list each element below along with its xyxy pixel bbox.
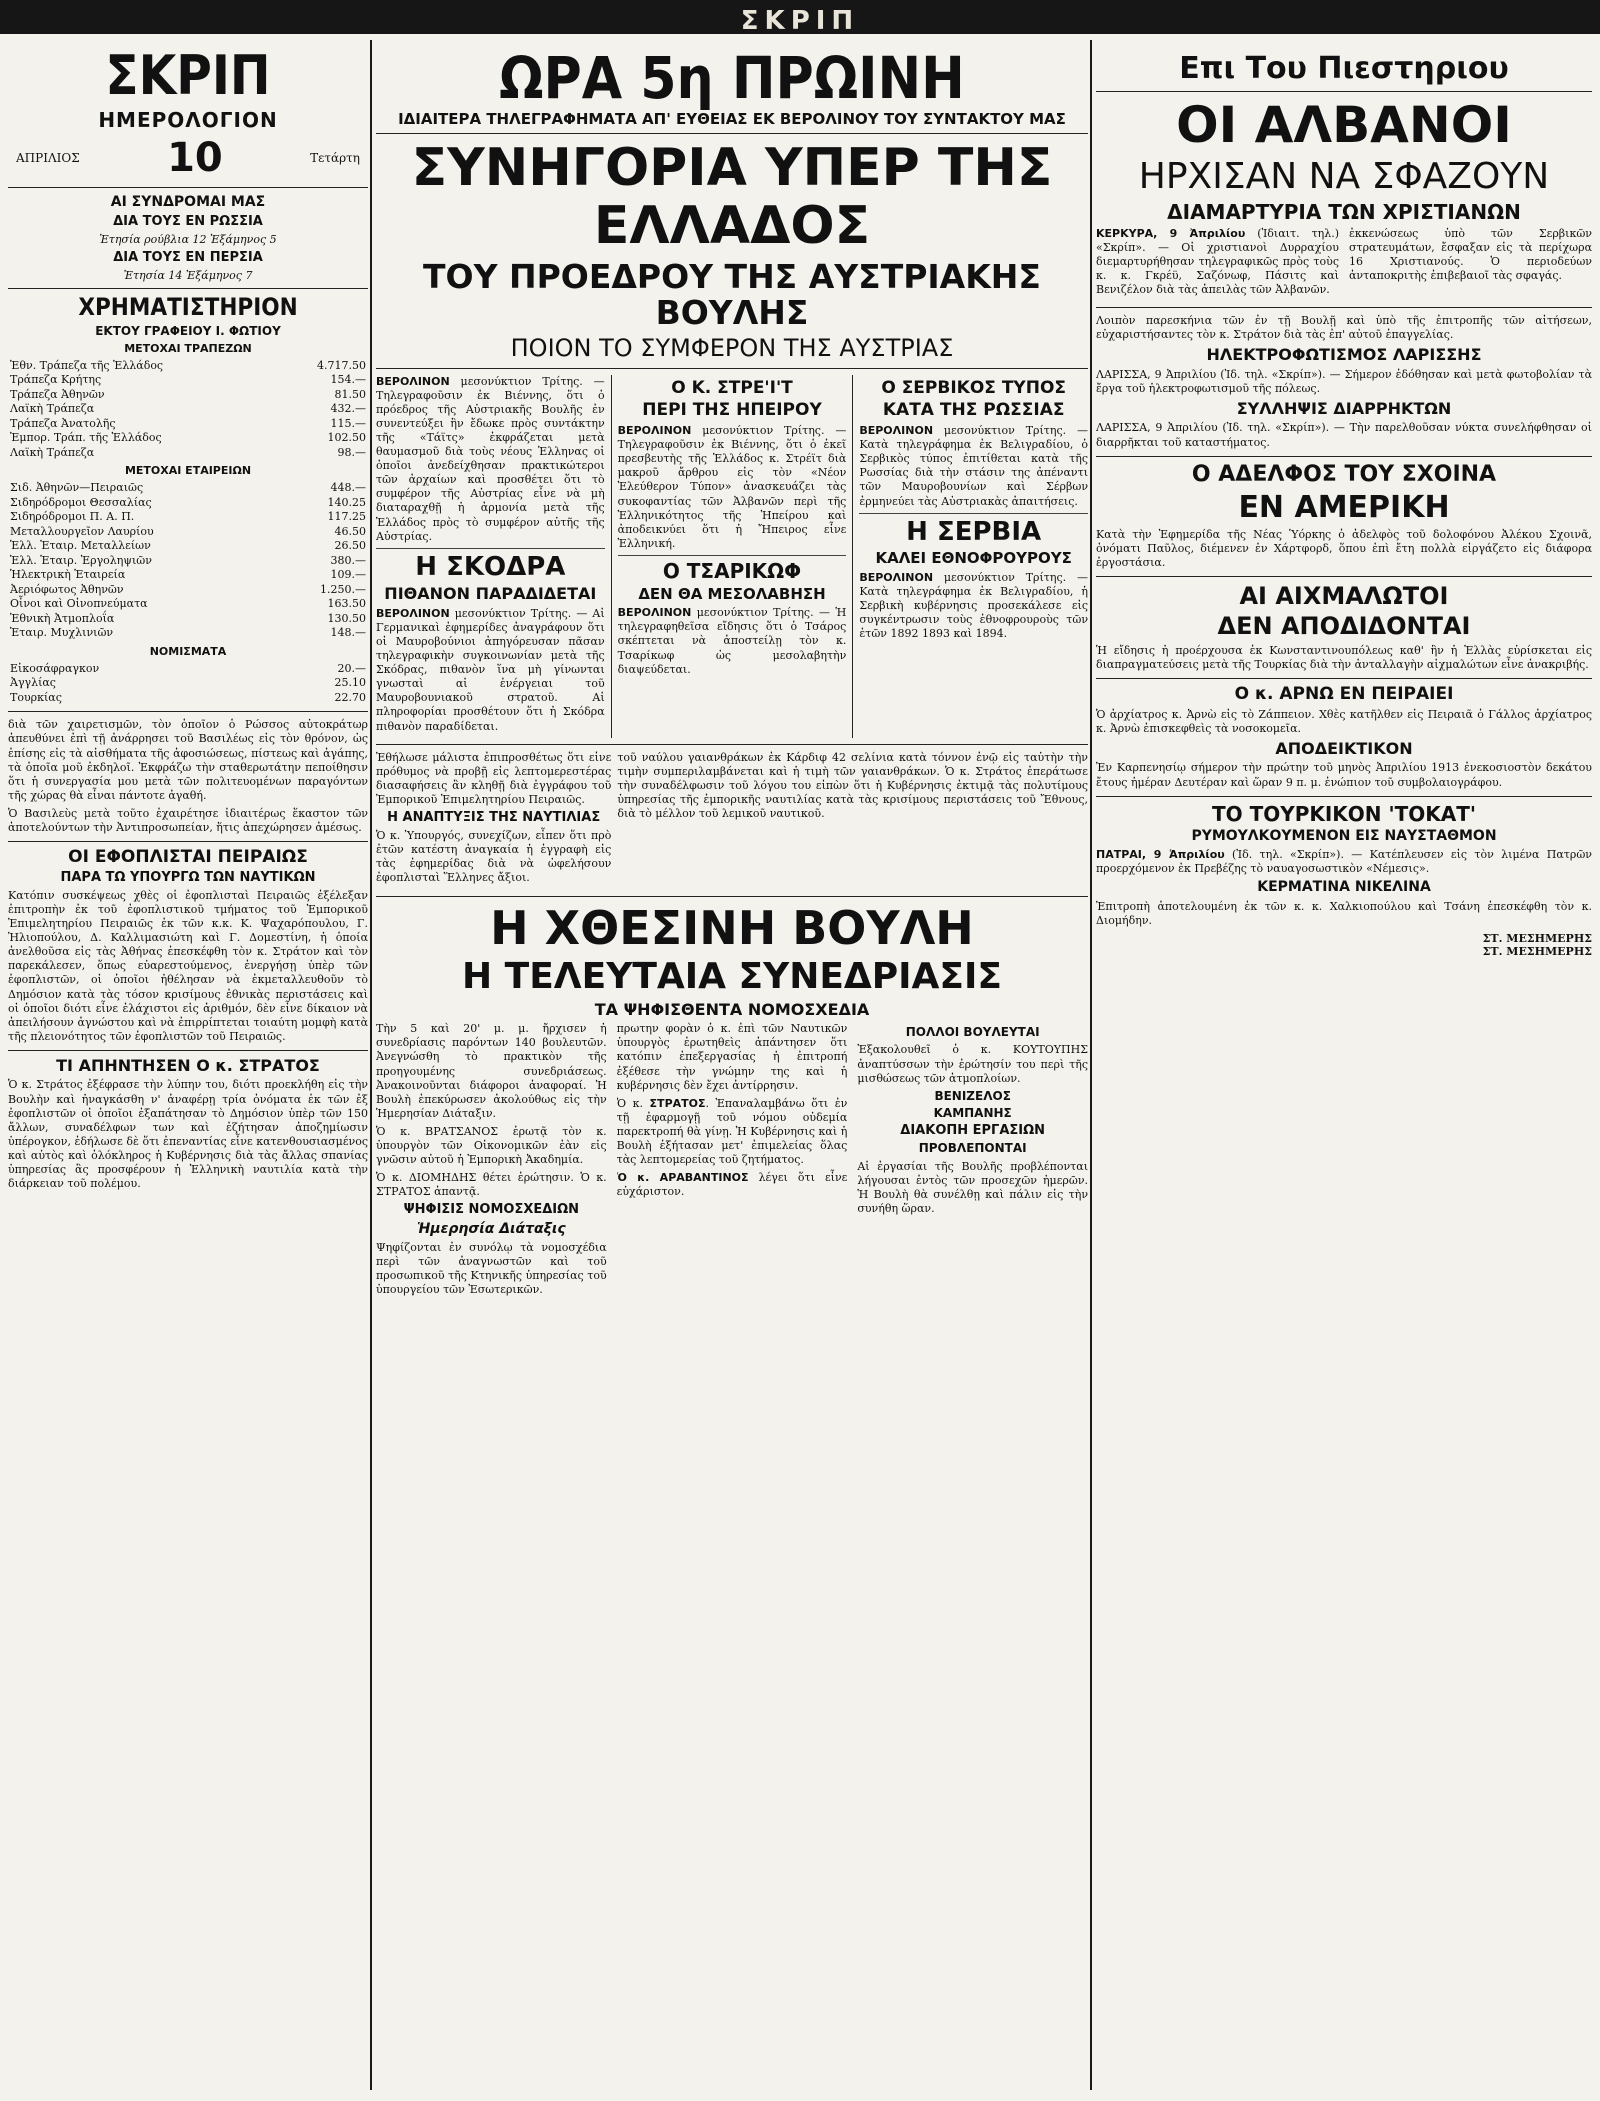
- currency-value: 22.70: [334, 690, 366, 704]
- subcol-1: [376, 375, 605, 738]
- press-title: Επι Του Πιεστηριου: [1179, 51, 1509, 86]
- vouli-col-2: [617, 1022, 848, 1301]
- banks-row: [8, 417, 368, 432]
- kampanis-label: ΚΑΜΠΑΝΗΣ: [933, 1105, 1012, 1120]
- banks-value: 98.—: [337, 445, 366, 459]
- naval-col: [376, 751, 611, 890]
- subcol-3: [852, 375, 1088, 738]
- vouli-col-3: [857, 1022, 1088, 1301]
- arno-text: Ὁ ἀρχίατρος κ. Ἀρνὼ εἰς τὸ Ζάππειον. Χθὲς κατῆλθεν εἰς Πειραιᾶ ὁ Γάλλος ἀρχίατρος κ. Ἀρνὼ ἐπισκεφθεὶς τὰ νοσοκομεῖα.: [1096, 707, 1592, 735]
- top-masthead: ΣΚΡΙΠ: [740, 6, 860, 36]
- vouli-title: Η ΧΘΕΣΙΝΗ ΒΟΥΛΗ: [490, 900, 974, 955]
- banks-row: [8, 373, 368, 388]
- alb-title: ΟΙ ΑΛΒΑΝΟΙ: [1176, 96, 1512, 154]
- banks-row: [8, 402, 368, 417]
- top-masthead-bar: [0, 0, 1600, 34]
- companies-name: Σιδηρόδρομοι Π. Α. Π.: [10, 510, 135, 524]
- banks-row: [8, 446, 368, 461]
- currency-row: [8, 662, 368, 677]
- column-rule-right: [1090, 40, 1092, 2090]
- companies-name: Μεταλλουργεῖον Λαυρίου: [10, 524, 154, 538]
- companies-row: [8, 626, 368, 641]
- diakopi-title: ΔΙΑΚΟΠΗ ΕΡΓΑΣΙΩΝ: [900, 1123, 1046, 1139]
- companies-value: 380.—: [330, 553, 366, 567]
- companies-value: 140.25: [327, 495, 366, 509]
- banks-name: Ἐμπορ. Τράπ. τῆς Ἑλλάδος: [10, 431, 162, 445]
- subcol-2: [611, 375, 847, 738]
- piraeus-title: ΟΙ ΕΦΟΠΛΙΣΤΑΙ ΠΕΙΡΑΙΩΣ: [68, 847, 308, 867]
- banks-row: [8, 388, 368, 403]
- apod-title: ΑΠΟΔΕΙΚΤΙΚΟΝ: [1275, 738, 1413, 758]
- nikelina-text: Ἐπιτροπὴ ἀποτελουμένη ἐκ τῶν κ. κ. Χαλκιοπούλου καὶ Τσάνη ἐπεσκέφθη τὸν κ. Διομήδην.: [1096, 899, 1592, 927]
- tokat-text: ΠΑΤΡΑΙ, 9 Ἀπριλίου (Ἰδ. τηλ. «Σκρίπ»). — Κατέπλευσεν εἰς τὸν λιμένα Πατρῶν προερχόμενον ἐκ Πρεβέζης τὸ ναυαγοσωστικὸν «Νέμεσις».: [1096, 847, 1592, 876]
- companies-value: 148.—: [330, 626, 366, 640]
- companies-row: [8, 525, 368, 540]
- banks-name: Τράπεζα Ἀνατολῆς: [10, 416, 116, 430]
- companies-row: [8, 496, 368, 511]
- vouli-columns: [376, 1022, 1088, 1301]
- serb-press-text: ΒΕΡΟΛΙΝΟΝ μεσονύκτιον Τρίτης. — Κατὰ τηλεγράφημα ἐκ Βελιγραδίου, ὁ Σερβικὸς τύπος ἐπιτίθεται κατὰ τῆς Ρωσσίας διὰ τὴν στάσιν της ἀπέναντι τῶν Μαυροβουνίων καὶ Σέρβων ἐρμηνεύει τὰς Αὐστριακὰς ἀπαιτήσεις.: [859, 424, 1088, 508]
- brother-sub: ΕΝ ΑΜΕΡΙΚΗ: [1238, 489, 1450, 525]
- larissa-text: ΛΑΡΙΣΣΑ, 9 Ἀπριλίου (Ἰδ. τηλ. «Σκρίπ»). — Σήμερον ἐδόθησαν καὶ μετὰ φωτοβολίαν τὰ ἔργα τοῦ ἡλεκτροφωτισμοῦ τῆς πόλεως.: [1096, 367, 1592, 395]
- nikelina-title: ΚΕΡΜΑΤΙΝΑ ΝΙΚΕΛΙΝΑ: [1257, 879, 1431, 896]
- currency-name: Τουρκίας: [10, 690, 62, 704]
- companies-row: [8, 539, 368, 554]
- companies-name: Ἑλλ. Ἑταιρ. Μεταλλείων: [10, 539, 151, 553]
- streit-sub: ΠΕΡΙ ΤΗΣ ΗΠΕΙΡΟΥ: [642, 400, 822, 421]
- serbia-title: Η ΣΕΡΒΙΑ: [906, 516, 1042, 547]
- currency-row: [8, 676, 368, 691]
- skodra-text: ΒΕΡΟΛΙΝΟΝ μεσονύκτιον Τρίτης. — Αἱ Γερμανικαὶ ἐφημερίδες ἀναγράφουν ὅτι οἱ Μαυροβούνιοι ἀπηγόρευσαν πᾶσαν τηλεγραφικὴν συγκοινωνίαν μετὰ τῆς Σκόδρας, πιθανὸν ἵνα μὴ γίνωνται γνωσταὶ αἱ ἐνέργειαι τοῦ Μαυροβουνιακοῦ στρατοῦ. Αἱ πληροφορίαι προσθέτουν ὅτι ἡ Σκόδρα πιθανὸν παραδίδεται.: [376, 606, 605, 733]
- vouli-text-3: Ὁ κ. ΔΙΟΜΗΔΗΣ θέτει ἐρώτησιν. Ὁ κ. ΣΤΡΑΤΟΣ ἀπαντᾷ.: [376, 1171, 607, 1199]
- banks-value: 115.—: [330, 416, 366, 430]
- banks-name: Ἐθν. Τράπεζα τῆς Ἑλλάδος: [10, 358, 164, 372]
- brother-text: Κατὰ τὴν Ἐφημερίδα τῆς Νέας Ὑόρκης ὁ ἀδελφὸς τοῦ δολοφόνου Ἀλέκου Σχοινᾶ, ὀνόματι Παῦλος, διέμενεν ἐν Χάρτφορδ, ὅπου ἐπὶ ἔτη πολλὰ εἰργάζετο εἰς διάφορα ἐργοστάσια.: [1096, 527, 1592, 569]
- left-body-text-2: Ὁ Βασιλεὺς μετὰ τοῦτο ἐχαιρέτησε ἰδιαιτέρως ἕκαστον τῶν ἀποτελούντων τὴν Ἀντιπροσωπείαν, ἥτις ἀπεχώρησεν ἀμέσως.: [8, 806, 368, 834]
- psifisis-title: ΨΗΦΙΣΙΣ ΝΟΜΟΣΧΕΔΙΩΝ: [403, 1202, 580, 1218]
- banks-name: Τράπεζα Κρήτης: [10, 373, 102, 387]
- vouli-text-8: Ἐξακολουθεῖ ὁ κ. ΚΟΥΤΟΥΠΗΣ ἀναπτύσσων τὴν ἐρώτησίν του περὶ τῆς μισθώσεως τῶν ἀτμοπλοίων.: [857, 1043, 1088, 1085]
- companies-name: Ἑλλ. Ἑταιρ. Ἐργοληψιῶν: [10, 553, 152, 567]
- alb-sub: ΗΡΧΙΣΑΝ ΝΑ ΣΦΑΖΟΥΝ: [1138, 156, 1550, 197]
- alb-col-1: [1096, 227, 1339, 301]
- calendar-weekday: Τετάρτη: [310, 150, 360, 165]
- companies-name: Οἶνοι καὶ Οἰνοπνεύματα: [10, 597, 148, 611]
- companies-row: [8, 568, 368, 583]
- right-body-1: Λοιπὸν παρεσκήνια τῶν ἐν τῇ Βουλῇ καὶ ὑπὸ τῆς ἐπιτροπῆς τῶν αἰτήσεων, εὐχαριστήσαντες τὸν κ. Στράτον διὰ τὰς ἐπ' αὐτοῦ ἐπαγγελίας.: [1096, 313, 1592, 342]
- arno-title: Ο κ. ΑΡΝΩ ΕΝ ΠΕΙΡΑΙΕΙ: [1234, 684, 1454, 704]
- polloi-label: ΠΟΛΛΟΙ ΒΟΥΛΕΥΤΑΙ: [905, 1025, 1040, 1040]
- naval-title: Η ΑΝΑΠΤΥΞΙΣ ΤΗΣ ΝΑΥΤΙΛΙΑΣ: [387, 809, 601, 825]
- banks-value: 4.717.50: [317, 358, 366, 372]
- currency-name: Ἀγγλίας: [10, 676, 56, 690]
- companies-value: 46.50: [334, 524, 366, 538]
- subs-russia: ΔΙΑ ΤΟΥΣ ΕΝ ΡΩΣΣΙΑ: [113, 213, 263, 229]
- hour-title: ΩΡΑ 5η ΠΡΩΙΝΗ: [499, 48, 965, 112]
- streit-title: Ο Κ. ΣΤΡΕ'Ι'Τ: [671, 377, 793, 398]
- companies-name: Ἐθνικὴ Ἀτμοπλοΐα: [10, 611, 115, 625]
- companies-value: 109.—: [330, 568, 366, 582]
- banks-row: [8, 431, 368, 446]
- currency-title: ΝΟΜΙΣΜΑΤΑ: [149, 644, 227, 658]
- currency-table: [8, 662, 368, 706]
- subs-persia: ΔΙΑ ΤΟΥΣ ΕΝ ΠΕΡΣΙΑ: [113, 249, 263, 265]
- banks-value: 432.—: [330, 402, 366, 416]
- alb-text-1: ΚΕΡΚΥΡΑ, 9 Ἀπριλίου (Ἰδιαιτ. τηλ.) «Σκρίπ». — Οἱ χριστιανοὶ Δυρραχίου διεμαρτυρήθησαν τηλεγραφικῶς πρὸς τοὺς κ. κ. Γκρέϋ, Σαζόνωφ, Πάσιτς καὶ Βενιζέλον διὰ τὰς ἀπειλὰς τῶν Ἀλβανῶν.: [1096, 226, 1339, 296]
- head-proedrou: ΤΟΥ ΠΡΟΕΔΡΟΥ ΤΗΣ ΑΥΣΤΡΙΑΚΗΣ ΒΟΥΛΗΣ: [423, 256, 1041, 333]
- companies-title: ΜΕΤΟΧΑΙ ΕΤΑΙΡΕΙΩΝ: [124, 464, 252, 478]
- skodra-title: Η ΣΚΟΔΡΑ: [415, 551, 566, 582]
- synigoria-text: ΒΕΡΟΛΙΝΟΝ μεσονύκτιον Τρίτης. — Τηλεγραφοῦσιν ἐκ Βιέννης, ὅτι ὁ πρόεδρος τῆς Αὐστριακῆς Βουλῆς ἐν συνεντεύξει ἣν ἔδωκε πρὸς συντάκτην τῆς «Τάϊτς» ἐκφράζεται μετὰ θαυμασμοῦ διὰ τοὺς νέους Ἑλληνας οἱ ὁποῖοι ἀνεδείχθησαν πρακτικώτεροι τῶν ἀρχαίων καὶ προσθέτει ὅτι τὸ συμφέρον τῆς Αὐστρίας εἶνε νὰ μὴ διαταραχθῇ ἡ ἀρμονία μετὰ τῆς Ἑλλάδος πρὸς τὸ συμφέρον αὐτῆς τῆς Αὐστρίας.: [376, 374, 605, 543]
- middle-lower: [376, 751, 1088, 890]
- banks-name: Λαϊκὴ Τράπεζα: [10, 402, 95, 416]
- subs-russia-note: Ἐτησία ρούβλια 12 Ἐξάμηνος 5: [99, 232, 277, 246]
- companies-value: 1.250.—: [320, 582, 366, 596]
- vouli-text-6: Ὁ κ. ΣΤΡΑΤΟΣ. Ἐπαναλαμβάνω ὅτι ἐν τῇ ἐφαρμογῇ τοῦ νόμου οὐδεμία παρεκτροπή θὰ γίνῃ. Ἡ Κυβέρνησις καὶ ἡ Βουλὴ ἐξήτασαν μετ' ἐπιμελείας ὅλας τὰς λεπτομερείας τοῦ ζητήματος.: [616, 1096, 848, 1166]
- diakopi-sub: ΠΡΟΒΛΕΠΟΝΤΑΙ: [918, 1141, 1027, 1156]
- subs-persia-note: Ἐτησία 14 Ἐξάμηνος 7: [123, 268, 253, 282]
- companies-row: [8, 597, 368, 612]
- calendar-row: [8, 135, 368, 181]
- pows-sub: ΔΕΝ ΑΠΟΔΙΔΟΝΤΑΙ: [1217, 612, 1471, 641]
- piraeus-sub: ΠΑΡΑ ΤΩ ΥΠΟΥΡΓΩ ΤΩΝ ΝΑΥΤΙΚΩΝ: [60, 869, 316, 885]
- banks-row: [8, 359, 368, 374]
- exchange-sub: ΕΚΤΟΥ ΓΡΑΦΕΙΟΥ Ι. ΦΩΤΙΟΥ: [95, 323, 281, 338]
- left-body-text-1: διὰ τῶν χαιρετισμῶν, τὸν ὁποῖον ὁ Ρώσσος αὐτοκράτωρ ἀπευθύνει ἐπὶ τῇ ἀνάρρησει τοῦ Βασιλέως εἰς τὸν θρόνον, ὡς ἐπίσης εἰς τὰ αἰσθήματα τῆς ἀφοσιώσεως, πίστεως καὶ ἀγάπης, τὰ ὁποῖα μοῦ ἐκδηλοῖ. Ἐκφράζω τὴν σταθερωτάτην πεποίθησιν ὅτι ἡ συνεργασία μου μετὰ τῶν πολιτευομένων παραγόντων τῆς χώρας θὰ εἶναι πάντοτε ἀγαθή.: [8, 718, 368, 802]
- companies-name: Σιδηρόδρομοι Θεσσαλίας: [10, 495, 152, 509]
- arrest-text: ΛΑΡΙΣΣΑ, 9 Ἀπριλίου (Ἰδ. τηλ. «Σκρίπ»). — Τὴν παρελθοῦσαν νύκτα συνελήφθησαν οἱ διαρρῆκται τοῦ καταστήματος.: [1096, 421, 1592, 449]
- tokat-sub: ΡΥΜΟΥΛΚΟΥΜΕΝΟΝ ΕΙΣ ΝΑΥΣΤΑΘΜΟΝ: [1191, 827, 1497, 844]
- reply-text: Ὁ κ. Στράτος ἐξέφρασε τὴν λύπην του, διότι προεκλήθη εἰς τὴν Βουλὴν καὶ ἠναγκάσθη ν' ἀναφέρῃ τρία ὀνόματα ἐκ τῶν ἐξ ἐφοπλιστῶν οἱ ὁποῖοι ἐξαπάτησαν τὸ Δημόσιον ὑπὲρ τῶν 150 ἄλλων, συναδέλφων των καὶ ἐζήτησαν ἀποζημίωσιν ὑπέρογκον, ἐδήλωσε δὲ ὅτι ἐπεναντίας εἶνε κατενθουσιασμένος καὶ αὐτὸς καὶ ὁλόκληρος ἡ Κυβέρνησις διὰ τὰς ἄλλας σπανίας ὑπηρεσίας ἃς προσφέρουν ἡ Ἑλληνικὴ ναυτιλία κατὰ τὴν διάρκειαν τοῦ πολέμου.: [8, 1078, 368, 1190]
- larissa-title: ΗΛΕΚΤΡΟΦΩΤΙΣΜΟΣ ΛΑΡΙΣΣΗΣ: [1206, 345, 1482, 365]
- exchange-title: ΧΡΗΜΑΤΙΣΤΗΡΙΟΝ: [78, 292, 298, 321]
- vouli-text-4: Ψηφίζονται ἐν συνόλῳ τὰ νομοσχέδια περὶ τῶν ἀναγνωστῶν καὶ τοῦ προσωπικοῦ τῆς Κτηνικῆς ὑπηρεσίας τοῦ ὑπουργείου τῶν Ἐσωτερικῶν.: [376, 1240, 607, 1297]
- banks-value: 81.50: [334, 387, 366, 401]
- currency-value: 25.10: [334, 676, 366, 690]
- companies-name: Σιδ. Ἀθηνῶν—Πειραιῶς: [10, 481, 144, 495]
- alb-sub2: ΔΙΑΜΑΡΤΥΡΙΑ ΤΩΝ ΧΡΙΣΤΙΑΝΩΝ: [1167, 199, 1521, 224]
- banks-title: ΜΕΤΟΧΑΙ ΤΡΑΠΕΖΩΝ: [124, 341, 252, 355]
- vouli-text-5: πρωτην φορὰν ὁ κ. ἐπὶ τῶν Ναυτικῶν ὑπουργὸς ἐρωτηθεὶς ἀπάντησεν ὅτι κατόπιν ἐπεξεργασίας ἡ ἐπιτροπή ἐξέθεσε τὴν γνώμην της καὶ ἡ κυβέρνησις δὲν ἔχει ἀντίρρησιν.: [616, 1022, 848, 1092]
- head-synigoria: ΣΥΝΗΓΟΡΙΑ ΥΠΕΡ ΤΗΣ ΕΛΛΑΔΟΣ: [411, 138, 1053, 256]
- vouli-col-1: [376, 1022, 607, 1301]
- banks-value: 154.—: [330, 373, 366, 387]
- tsarikof-title: Ο ΤΣΑΡΙΚΩΦ: [662, 558, 802, 583]
- signature-1: ΣΤ. ΜΕΣΗΜΕΡΗΣ: [1482, 931, 1592, 945]
- companies-row: [8, 612, 368, 627]
- subs-title: ΑΙ ΣΥΝΔΡΟΜΑΙ ΜΑΣ: [110, 193, 266, 210]
- piraeus-text: Κατόπιν συσκέψεως χθὲς οἱ ἐφοπλισταὶ Πειραιῶς ἐξέλεξαν ἐπιτροπὴν ἐκ τοῦ ἐφοπλιστικοῦ τμήματος τοῦ Ἐμπορικοῦ Ἐπιμελητηρίου Πειραιῶς ἐκ τῶν κ.κ. Κ. Ψαχαρόπουλου, Γ. Ἠλιοπούλου, Δ. Καλλιμασιώτη καὶ Γ. Δομεστίνη, ἡ ὁποία ἀνελθοῦσα εἰς τὰς Ἀθήνας ἐπεσκέφθη τὸν κ. Στράτον καὶ τὸν παρεκάλεσεν, ὅπως εὐαρεστούμενος, ἐνεργήσῃ ὑπὲρ τῶν ἐφοπλιστῶν, οἱ ὁποῖοι ἠθέλησαν νὰ ἐκμεταλλευθοῦν τὸ Δημόσιον κατὰ τὰς τόσον κρισίμους ἐθνικὰς περιστάσεις καὶ οἱ ὁποῖοι διότι εἶνε ἐλάχιστοι εἰς ἀριθμόν, δὲν εἶνε δίκαιον νὰ ἀπειλήσουν ἀγνώστου καὶ νὰ ἐπιρρίπτεται τοιαύτη μομφὴ κατὰ τῆς πλειονότητος τῶν ἐφοπλιστῶν τοῦ Πειραιῶς.: [8, 888, 368, 1043]
- companies-value: 117.25: [327, 510, 366, 524]
- companies-value: 448.—: [330, 481, 366, 495]
- calendar-day: 10: [167, 134, 223, 181]
- naval-text-2: Ὁ κ. Ὑπουργός, συνεχίζων, εἶπεν ὅτι πρὸ ἐτῶν κατέστη ἀναγκαία ἡ ἐγγραφὴ εἰς τὰς ἐφημερίδας διὰ νὰ ὠφελήσουν ἐφοπλισταὶ Ἕλληνες ἄξιοι.: [376, 829, 612, 885]
- companies-name: Ἡλεκτρικὴ Ἑταιρεία: [10, 568, 126, 582]
- reply-title: ΤΙ ΑΠΗΝΤΗΣΕΝ Ο κ. ΣΤΡΑΤΟΣ: [56, 1055, 320, 1075]
- serb-press-title: Ο ΣΕΡΒΙΚΟΣ ΤΥΠΟΣ: [881, 377, 1067, 398]
- tsarikof-sub: ΔΕΝ ΘΑ ΜΕΣΟΛΑΒΗΣΗ: [638, 584, 826, 603]
- companies-value: 26.50: [334, 539, 366, 553]
- hour-sub: ΙΔΙΑΙΤΕΡΑ ΤΗΛΕΓΡΑΦΗΜΑΤΑ ΑΠ' ΕΥΘΕΙΑΣ ΕΚ ΒΕΡΟΛΙΝΟΥ ΤΟΥ ΣΥΝΤΑΚΤΟΥ ΜΑΣ: [398, 109, 1066, 128]
- calendar-month: ΑΠΡΙΛΙΟΣ: [16, 150, 80, 165]
- currency-name: Εἰκοσάφραγκον: [10, 661, 100, 675]
- brother-title: Ο ΑΔΕΛΦΟΣ ΤΟΥ ΣΧΟΙΝΑ: [1191, 461, 1497, 487]
- vouli-text-2: Ὁ κ. ΒΡΑΤΣΑΝΟΣ ἐρωτᾷ τὸν κ. ὑπουργὸν τῶν Οἰκονομικῶν ἐὰν εἰς γνῶσιν αὐτοῦ ἡ Ἐμπορικὴ Ἀκαδημία.: [376, 1124, 607, 1166]
- middle-subcolumns: [376, 375, 1088, 738]
- currency-value: 20.—: [337, 661, 366, 675]
- left-column: [8, 48, 368, 2091]
- companies-row: [8, 583, 368, 598]
- banks-name: Λαϊκὴ Τράπεζα: [10, 445, 95, 459]
- calendar-title: ΗΜΕΡΟΛΟΓΙΟΝ: [98, 107, 278, 132]
- serbia-sub: ΚΑΛΕΙ ΕΘΝΟΦΡΟΥΡΟΥΣ: [875, 549, 1072, 568]
- pows-title: ΑΙ ΑΙΧΜΑΛΩΤΟΙ: [1239, 582, 1449, 611]
- naval-text-1: Ἐθήλωσε μάλιστα ἐπιπροσθέτως ὅτι εἶνε πρόθυμος νὰ προβῇ εἰς λεπτομερεστέρας διασαφήσεις ἂν κληθῇ διὰ ἐγγράφου τοῦ Ἐμπορικοῦ Ἐπιμελητηρίου Πειραιῶς.: [376, 750, 612, 806]
- banks-table: [8, 359, 368, 461]
- companies-value: 163.50: [327, 597, 366, 611]
- banks-name: Τράπεζα Ἀθηνῶν: [10, 387, 105, 401]
- naval-text-3: τοῦ ναύλου γαιανθράκων ἐκ Κάρδιφ 42 σελίνια κατὰ τόννον ἐνῷ εἰς ταὐτὴν τὴν τιμὴν συμπεριλαμβάνεται καὶ ἡ τιμὴ τῶν γαιανθράκων. Ὁ κ. Στράτος ἐπεράτωσε τὴν συναδέλφωσιν τοῦ λόγου του εἰπὼν ὅτι ἡ Κυβέρνησις ἐκτιμᾷ τὰς πολυτίμους ὑπηρεσίας τῆς ἐμπορικῆς ναυτιλίας κατὰ τὰς κρισίμους περιστάσεις τοῦ Ἔθνους, διὰ τὸ μέλλον τοῦ λεμικοῦ ναυτικοῦ.: [617, 750, 1088, 820]
- banks-value: 102.50: [327, 431, 366, 445]
- vouli-sub: Η ΤΕΛΕΥΤΑΙΑ ΣΥΝΕΔΡΙΑΣΙΣ: [462, 956, 1002, 998]
- right-column: [1096, 48, 1592, 2091]
- vouli-text-7: Ὁ κ. ΑΡΑΒΑΝΤΙΝΟΣ λέγει ὅτι εἶνε εὐχάριστον.: [616, 1171, 848, 1199]
- naval-col-2: [617, 751, 1088, 890]
- left-masthead: ΣΚΡΙΠ: [105, 48, 271, 107]
- tsarikof-text: ΒΕΡΟΛΙΝΟΝ μεσονύκτιον Τρίτης. — Ἡ τηλεγραφηθεῖσα εἴδησις ὅτι ὁ Τσάρος σκέπτεται νὰ ἀποστείλῃ τὸν κ. Τσαρίκωφ ὡς μεσολαβητὴν διαψεύδεται.: [617, 606, 847, 676]
- pows-text: Ἡ εἴδησις ἡ προέρχουσα ἐκ Κωνσταντινουπόλεως καθ' ἣν ἡ Ἑλλὰς εὑρίσκεται εἰς διαπραγματεύσεις μετὰ τῆς Τουρκίας διὰ τὴν ἀνταλλαγὴν αἰχμαλώτων εἶνε ἀνακριβής.: [1096, 643, 1592, 671]
- serb-press-sub: ΚΑΤΑ ΤΗΣ ΡΩΣΣΙΑΣ: [882, 400, 1065, 421]
- arrest-title: ΣΥΛΛΗΨΙΣ ΔΙΑΡΡΗΚΤΩΝ: [1236, 398, 1452, 418]
- apod-text: Ἐν Καρπενησίῳ σήμερον τὴν πρώτην τοῦ μηνὸς Ἀπριλίου 1913 ἐνεκοσιοστὸν δεκάτου ἔτους ἡμέραν Δευτέραν καὶ ὥραν 9 π. μ. ἐνώπιον τοῦ συμβολαιογράφου.: [1096, 761, 1592, 789]
- alb-col-2: [1349, 227, 1592, 301]
- companies-row: [8, 481, 368, 496]
- hmerisia-title: Ἡμερησία Διάταξις: [416, 1220, 566, 1237]
- companies-name: Ἀεριόφωτος Ἀθηνῶν: [10, 582, 124, 596]
- tokat-title: ΤΟ ΤΟΥΡΚΙΚΟΝ 'ΤΟΚΑΤ': [1211, 801, 1477, 826]
- head-symferon: ΠΟΙΟΝ ΤΟ ΣΥΜΦΕΡΟΝ ΤΗΣ ΑΥΣΤΡΙΑΣ: [510, 334, 954, 363]
- companies-row: [8, 510, 368, 525]
- companies-value: 130.50: [327, 611, 366, 625]
- companies-table: [8, 481, 368, 641]
- companies-name: Ἑταιρ. Μυχλινιῶν: [10, 626, 114, 640]
- signature-2: ΣΤ. ΜΕΣΗΜΕΡΗΣ: [1482, 944, 1592, 958]
- column-rule-left: [370, 40, 372, 2090]
- alb-text-2: ἐκκενώσεως ὑπὸ τῶν Σερβικῶν στρατευμάτων, ἔσφαξαν εἰς τὰ περίχωρα 16 Χριστιανούς. Ὁ περιοδεύων ἀνταποκριτὴς ἐπιβεβαιοῖ τὰς σφαγάς.: [1349, 226, 1592, 282]
- currency-row: [8, 691, 368, 706]
- companies-row: [8, 554, 368, 569]
- middle-column: [376, 48, 1088, 2091]
- vouli-sub2: ΤΑ ΨΗΦΙΣΘΕΝΤΑ ΝΟΜΟΣΧΕΔΙΑ: [594, 999, 870, 1019]
- vouli-text-1: Τὴν 5 καὶ 20' μ. μ. ἤρχισεν ἡ συνεδρίασις παρόντων 140 βουλευτῶν. Ἀνεγνώσθη τὸ πρακτικὸν τῆς προηγουμένης συνεδριάσεως. Ἀνακοινοῦνται διάφοροι ἀναφοραί. Ἡ Βουλὴ ἐπεκύρωσεν ἀκολούθως εἰς τὴν Ἡμερησίαν Διάταξιν.: [376, 1022, 607, 1120]
- skodra-sub: ΠΙΘΑΝΟΝ ΠΑΡΑΔΙΔΕΤΑΙ: [384, 584, 597, 604]
- serbia-text: ΒΕΡΟΛΙΝΟΝ μεσονύκτιον Τρίτης. — Κατὰ τηλεγράφημα ἐκ Βελιγραδίου, ἡ Σερβικὴ κυβέρνησις προσεκάλεσε εἰς συγκέντρωσιν τοὺς ἐθνοφρουροὺς τῶν ἐτῶν 1892 1893 καὶ 1894.: [859, 570, 1088, 640]
- vouli-text-9: Αἱ ἐργασίαι τῆς Βουλῆς προβλέπονται λήγουσαι ἐντὸς τῶν προσεχῶν ἡμερῶν. Ἡ Βουλὴ θὰ συνέλθῃ καὶ πάλιν εἰς τὴν συνήθη ὥραν.: [857, 1159, 1088, 1215]
- alb-columns: [1096, 227, 1592, 301]
- venizelos-label: ΒΕΝΙΖΕΛΟΣ: [934, 1088, 1011, 1103]
- streit-text: ΒΕΡΟΛΙΝΟΝ μεσονύκτιον Τρίτης. — Τηλεγραφοῦσιν ἐκ Βιέννης, ὅτι ὁ ἐκεῖ πρεσβευτὴς τῆς Ἑλλάδος κ. Στρέϊτ διὰ μακροῦ ἄρθρου εἰς τὸν «Νέον Ἐλεύθερον Τύπον» ἀνασκευάζει τὰς συκοφαντίας τῶν Ἀλβανῶν περὶ τῆς Ἑλληνικότητος τῆς Ἠπείρου καὶ ἀποδεικνύει ὅτι ἡ Ἤπειρος εἶνε Ἑλληνική.: [617, 424, 847, 550]
